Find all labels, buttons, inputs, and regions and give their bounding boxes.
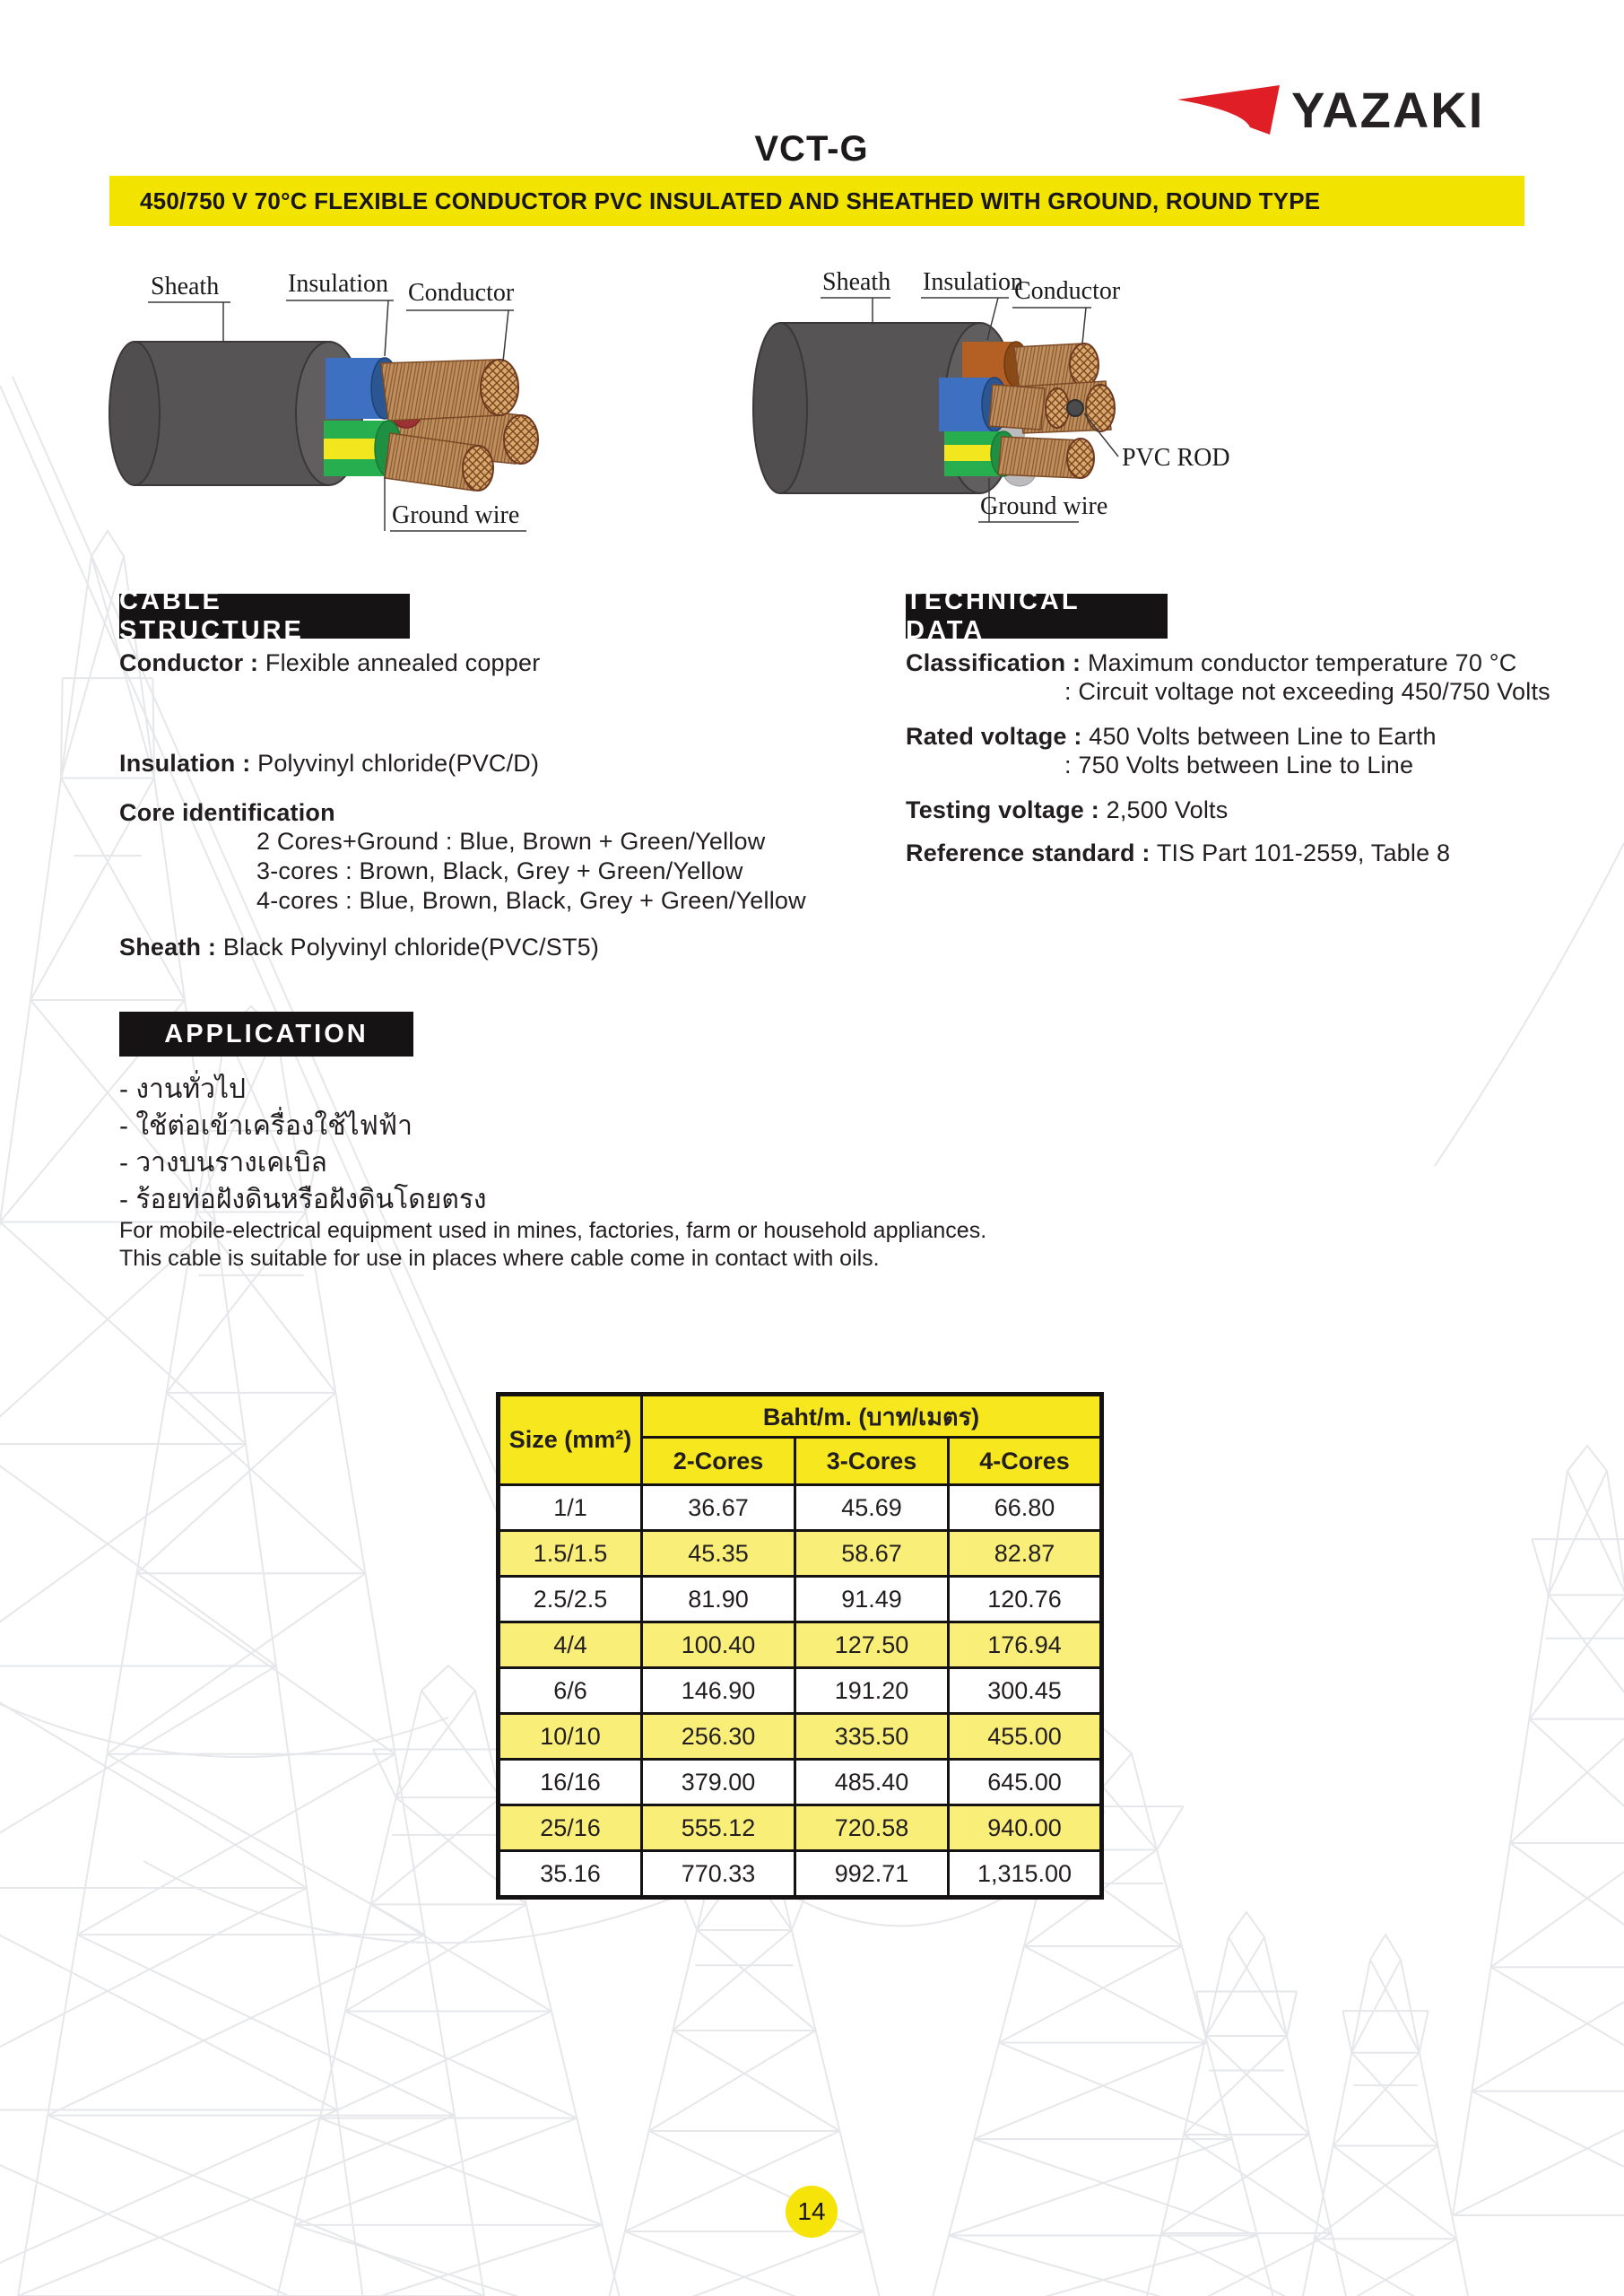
reference-standard-value: TIS Part 101-2559, Table 8 (1156, 839, 1451, 866)
column-header-4cores: 4-Cores (949, 1438, 1102, 1485)
classification-line-2: : Circuit voltage not exceeding 450/750 Volts (1064, 678, 1550, 705)
table-row (499, 1851, 1102, 1898)
insulation-label: Insulation : (119, 750, 251, 777)
price-cell: 770.33 (642, 1851, 795, 1898)
classification-label: Classification : (906, 649, 1081, 676)
reference-standard-line (906, 839, 1450, 867)
conductor-label: Conductor (408, 279, 515, 307)
size-cell: 1/1 (499, 1485, 642, 1531)
cable-structure-title: CABLE STRUCTURE (119, 587, 304, 645)
price-cell: 36.67 (642, 1485, 795, 1531)
size-cell: 1.5/1.5 (499, 1531, 642, 1577)
price-cell: 300.45 (949, 1668, 1102, 1714)
yazaki-arrow-logo (1177, 84, 1282, 136)
thai-item: - วางบนรางเคเบิล (119, 1148, 327, 1178)
cable-diagram-4core (749, 254, 1538, 568)
conductor-line (119, 649, 540, 677)
price-cell: 58.67 (795, 1531, 949, 1577)
rated-voltage-line-2: : 750 Volts between Line to Line (1064, 752, 1414, 778)
insulation-line (119, 750, 539, 778)
price-cell: 191.20 (795, 1668, 949, 1714)
core-id-label: Core identification (119, 799, 335, 826)
conductor-label: Conductor (1014, 277, 1121, 305)
brand-logo (1177, 81, 1484, 139)
conductor-end (1046, 388, 1069, 428)
english-line: This cable is suitable for use in places where cable come in contact with oils. (119, 1246, 880, 1271)
column-header-2cores: 2-Cores (642, 1438, 795, 1485)
technical-data-title: TECHNICAL DATA (906, 587, 1081, 645)
ground-wire-label: Ground wire (980, 492, 1108, 520)
thai-item: - ร้อยท่อฝังดินหรือฝังดินโดยตรง (119, 1185, 487, 1214)
price-cell: 335.50 (795, 1714, 949, 1760)
price-cell: 485.40 (795, 1760, 949, 1805)
price-cell: 127.50 (795, 1622, 949, 1668)
price-cell: 45.69 (795, 1485, 949, 1531)
price-cell: 256.30 (642, 1714, 795, 1760)
testing-voltage-line (906, 796, 1228, 824)
price-cell: 100.40 (642, 1622, 795, 1668)
conductor-label: Conductor : (119, 649, 259, 676)
reference-standard-label: Reference standard : (906, 839, 1151, 866)
table-row (499, 1805, 1102, 1851)
page-number: 14 (797, 2197, 826, 2225)
conductor-end (1086, 385, 1115, 431)
table-row (499, 1622, 1102, 1668)
pvc-rod-label: PVC ROD (1122, 444, 1230, 472)
copper-conductor (989, 385, 1045, 430)
conductor-end (463, 446, 493, 491)
classification-value: Maximum conductor temperature 70 °C (1087, 649, 1517, 676)
sheath-label: Sheath : (119, 934, 217, 961)
testing-voltage-value: 2,500 Volts (1106, 796, 1229, 823)
core-line-3cores: 3-cores : Brown, Black, Grey + Green/Yellow (256, 857, 743, 884)
price-cell: 45.35 (642, 1531, 795, 1577)
price-cell: 379.00 (642, 1760, 795, 1805)
price-cell: 146.90 (642, 1668, 795, 1714)
conductor-end (481, 360, 518, 415)
table-row (499, 1577, 1102, 1622)
core-identification-title (119, 799, 335, 827)
conductor-value: Flexible annealed copper (265, 649, 541, 676)
size-cell: 2.5/2.5 (499, 1577, 642, 1622)
price-cell: 66.80 (949, 1485, 1102, 1531)
price-cell: 1,315.00 (949, 1851, 1102, 1898)
size-cell: 4/4 (499, 1622, 642, 1668)
conductor-end (504, 415, 538, 464)
rated-voltage-label: Rated voltage : (906, 723, 1082, 750)
size-cell: 10/10 (499, 1714, 642, 1760)
ground-wire-label: Ground wire (392, 501, 520, 529)
rated-voltage-line (906, 723, 1437, 751)
english-line: For mobile-electrical equipment used in mines, factories, farm or household appliances. (119, 1218, 987, 1243)
table-row (499, 1531, 1102, 1577)
insulation-value: Polyvinyl chloride(PVC/D) (257, 750, 540, 777)
size-cell: 6/6 (499, 1668, 642, 1714)
sheath-line (119, 934, 599, 961)
sheath-label: Sheath (822, 268, 891, 296)
product-banner (109, 176, 1524, 226)
price-cell: 82.87 (949, 1531, 1102, 1577)
price-cell: 120.76 (949, 1577, 1102, 1622)
size-header: Size (mm²) (499, 1395, 642, 1485)
testing-voltage-label: Testing voltage : (906, 796, 1099, 823)
thai-item: - งานทั่วไป (119, 1074, 247, 1104)
price-cell: 81.90 (642, 1577, 795, 1622)
application-english (119, 1217, 986, 1273)
technical-data-header (906, 587, 1168, 645)
price-cell: 455.00 (949, 1714, 1102, 1760)
price-cell: 176.94 (949, 1622, 1102, 1668)
core-line-2cores: 2 Cores+Ground : Blue, Brown + Green/Yellow (256, 828, 766, 855)
price-cell: 940.00 (949, 1805, 1102, 1851)
sheath-label: Sheath (151, 273, 220, 300)
conductor-end (1067, 439, 1094, 478)
insulation-label: Insulation (923, 268, 1023, 296)
size-cell: 25/16 (499, 1805, 642, 1851)
table-row (499, 1485, 1102, 1531)
cable-diagram-2core (85, 254, 713, 568)
page-number-badge (786, 2186, 838, 2238)
table-row (499, 1714, 1102, 1760)
core-line-4cores: 4-cores : Blue, Brown, Black, Grey + Green/Yellow (256, 887, 806, 914)
table-row (499, 1668, 1102, 1714)
application-header (119, 1012, 413, 1057)
pvc-rod (1067, 400, 1083, 416)
price-cell: 720.58 (795, 1805, 949, 1851)
classification-line (906, 649, 1516, 677)
application-thai-list (119, 1071, 487, 1218)
cable-structure-header (119, 587, 410, 645)
brand-name: YAZAKI (1291, 82, 1485, 138)
rated-voltage-value: 450 Volts between Line to Earth (1089, 723, 1437, 750)
size-cell: 16/16 (499, 1760, 642, 1805)
banner-text: 450/750 V 70°C FLEXIBLE CONDUCTOR PVC INSULATED AND SHEATHED WITH GROUND, ROUND TYPE (140, 187, 1321, 214)
price-cell: 992.71 (795, 1851, 949, 1898)
page-title: VCT-G (754, 129, 869, 169)
insulation-label: Insulation (288, 270, 388, 298)
price-group-header: Baht/m. (บาท/เมตร) (642, 1395, 1102, 1438)
thai-item: - ใช้ต่อเข้าเครื่องใช้ไฟฟ้า (119, 1111, 413, 1141)
price-cell: 91.49 (795, 1577, 949, 1622)
price-table (496, 1392, 1104, 1900)
price-cell: 555.12 (642, 1805, 795, 1851)
column-header-3cores: 3-Cores (795, 1438, 949, 1485)
price-cell: 645.00 (949, 1760, 1102, 1805)
sheath-value: Black Polyvinyl chloride(PVC/ST5) (222, 934, 600, 961)
table-row (499, 1760, 1102, 1805)
application-title: APPLICATION (164, 1019, 369, 1048)
size-cell: 35.16 (499, 1851, 642, 1898)
price-table-body (499, 1485, 1102, 1898)
conductor-end (1070, 344, 1099, 387)
